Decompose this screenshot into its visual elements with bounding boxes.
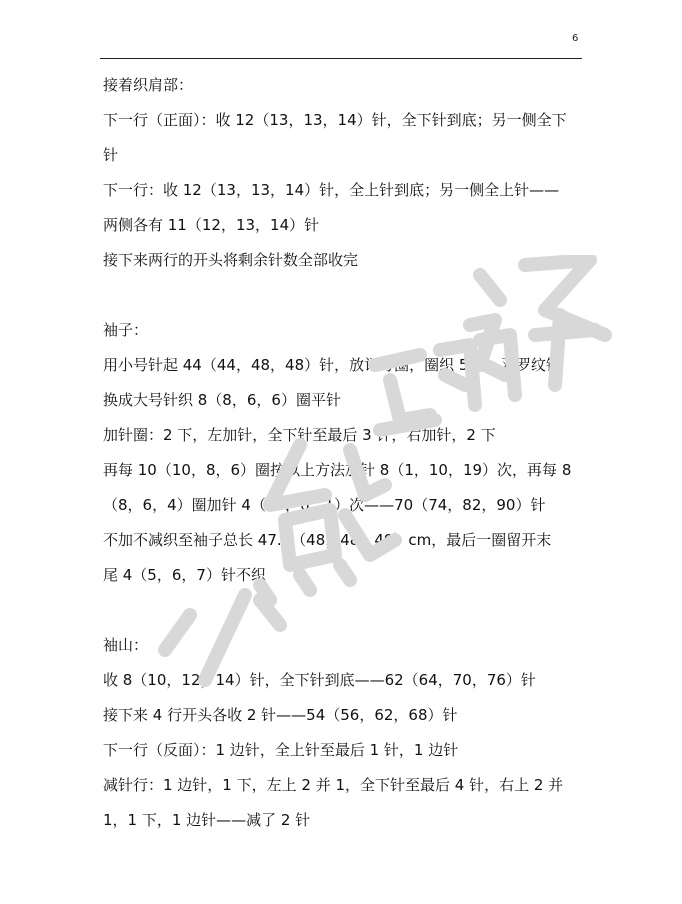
page-number: 6: [572, 33, 579, 44]
sleeve-cap-line: 减针行：1 边针，1 下，左上 2 并 1，全下针至最后 4 针，右上 2 并: [103, 776, 564, 794]
section-title-sleeve: 袖子：: [103, 321, 149, 339]
sleeve-line: （8，6，4）圈加针 4（13，6，1）次——70（74，82，90）针: [103, 496, 546, 514]
sleeve-line: 用小号针起 44（44，48，48）针，放记号圈，圈织 5 cm 双罗纹针: [103, 356, 561, 374]
sleeve-cap-line: 下一行（反面）：1 边针，全上针至最后 1 针，1 边针: [103, 741, 459, 759]
sleeve-cap-line: 1，1 下，1 边针——减了 2 针: [103, 811, 311, 829]
header-divider: [100, 58, 582, 59]
sleeve-line: 换成大号针织 8（8，6，6）圈平针: [103, 391, 341, 409]
document-body: [103, 68, 581, 838]
sleeve-cap-line: 收 8（10，12，14）针，全下针到底——62（64，70，76）针: [103, 671, 536, 689]
sleeve-line: 加针圈：2 下，左加针，全下针至最后 3 针，右加针，2 下: [103, 426, 496, 444]
sleeve-cap-line: 接下来 4 行开头各收 2 针——54（56，62，68）针: [103, 706, 458, 724]
section-title-sleeve-cap: 袖山：: [103, 636, 149, 654]
section-title-shoulder: 接着织肩部：: [103, 76, 194, 94]
shoulder-line: 接下来两行的开头将剩余针数全部收完: [103, 251, 359, 269]
sleeve-line: 不加不减织至袖子总长 47.5（48，48，49）cm，最后一圈留开末: [103, 531, 552, 549]
sleeve-line: 尾 4（5，6，7）针不织: [103, 566, 266, 584]
sleeve-line: 再每 10（10，8，6）圈按以上方法加针 8（1，10，19）次，再每 8: [103, 461, 572, 479]
shoulder-line: 下一行（正面）：收 12（13，13，14）针，全下针到底；另一侧全下: [103, 111, 567, 129]
blank-line: [103, 593, 581, 628]
shoulder-line: 针: [103, 146, 119, 164]
blank-line: [103, 278, 581, 313]
shoulder-line: 下一行：收 12（13，13，14）针，全上针到底；另一侧全上针——: [103, 181, 560, 199]
shoulder-line: 两侧各有 11（12，13，14）针: [103, 216, 320, 234]
